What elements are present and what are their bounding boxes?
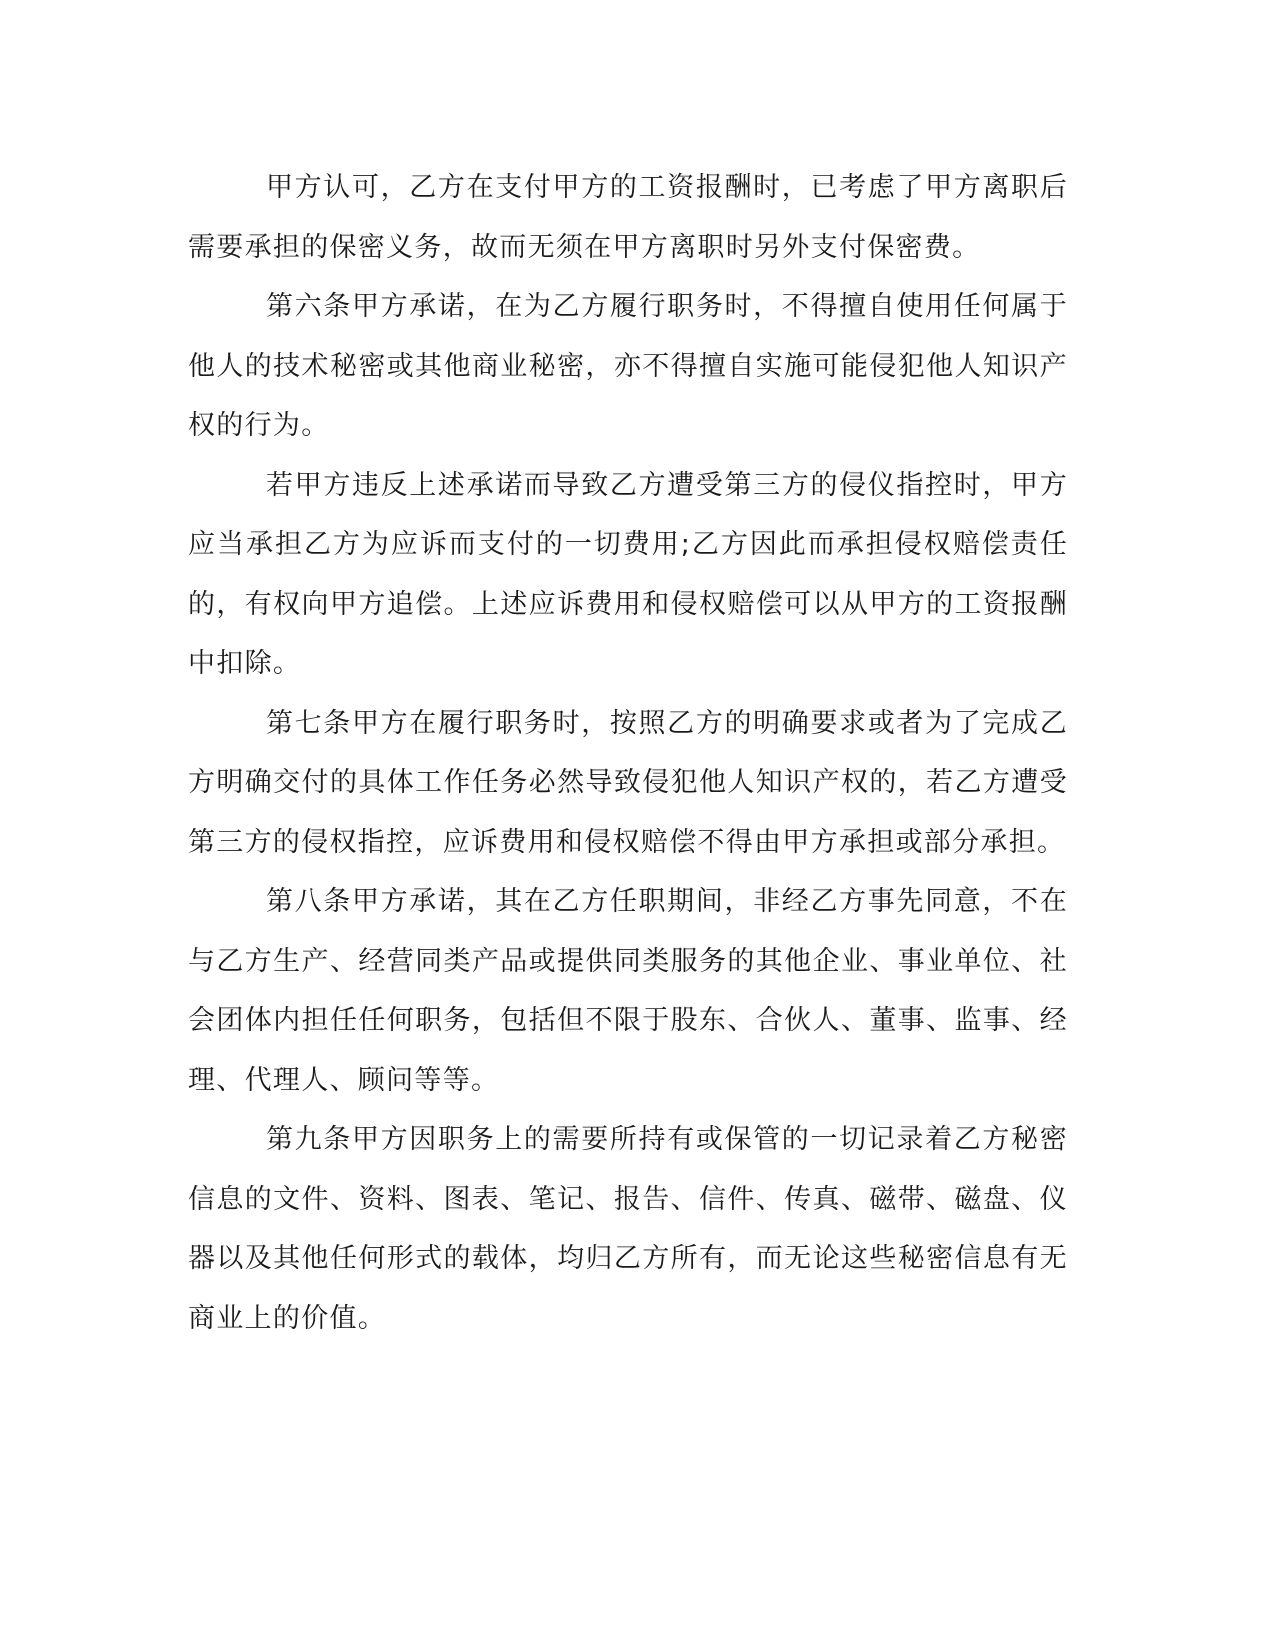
document-body <box>188 158 1068 1348</box>
paragraph-confidentiality-fee: 甲方认可，乙方在支付甲方的工资报酬时，已考虑了甲方离职后需要承担的保密义务，故而无须在甲方离职时另外支付保密费。 <box>188 172 1068 263</box>
paragraph-infringement-liability: 若甲方违反上述承诺而导致乙方遭受第三方的侵仪指控时，甲方应当承担乙方为应诉而支付的一切费用;乙方因此而承担侵权赔偿责任的，有权向甲方追偿。上述应诉费用和侵权赔偿可以从甲方的工资报酬中扣除。 <box>188 469 1068 679</box>
paragraph-article-8: 第八条甲方承诺，其在乙方任职期间，非经乙方事先同意，不在与乙方生产、经营同类产品或提供同类服务的其他企业、事业单位、社会团体内担任任何职务，包括但不限于股东、合伙人、董事、监事、经理、代理人、顾问等等。 <box>188 886 1068 1096</box>
paragraph-article-7: 第七条甲方在履行职务时，按照乙方的明确要求或者为了完成乙方明确交付的具体工作任务必然导致侵犯他人知识产权的，若乙方遭受第三方的侵权指控，应诉费用和侵权赔偿不得由甲方承担或部分承担。 <box>188 707 1068 858</box>
paragraph-article-9: 第九条甲方因职务上的需要所持有或保管的一切记录着乙方秘密信息的文件、资料、图表、笔记、报告、信件、传真、磁带、磁盘、仪器以及其他任何形式的载体，均归乙方所有，而无论这些秘密信息有无商业上的价值。 <box>188 1124 1068 1334</box>
paragraph-article-6: 第六条甲方承诺，在为乙方履行职务时，不得擅自使用任何属于他人的技术秘密或其他商业秘密，亦不得擅自实施可能侵犯他人知识产权的行为。 <box>188 291 1068 441</box>
